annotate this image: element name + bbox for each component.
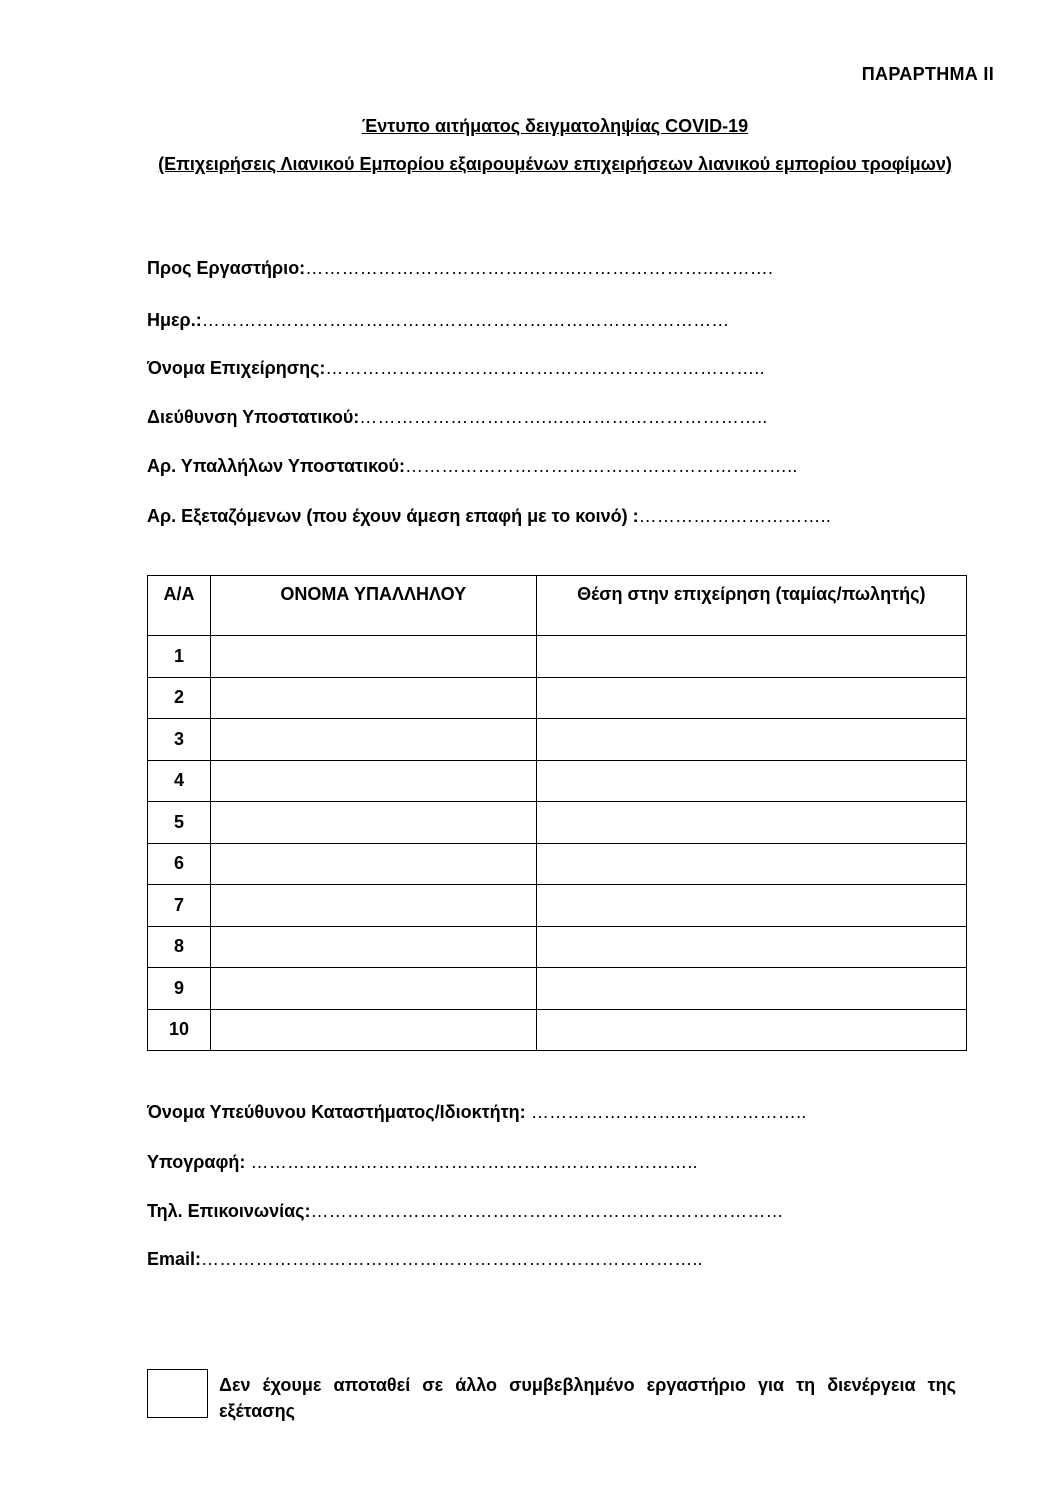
- position-cell[interactable]: [536, 719, 966, 761]
- field-business-name-blank[interactable]: ………………..……………………………………………..: [325, 358, 765, 378]
- field-date-blank[interactable]: ……………………………………………………………………………: [201, 310, 730, 330]
- position-cell[interactable]: [536, 885, 966, 927]
- table-row: [148, 1009, 967, 1051]
- employee-name-cell[interactable]: [210, 677, 536, 719]
- table-row: [148, 968, 967, 1010]
- field-laboratory-blank[interactable]: ……………………………….……..…………………..……….: [305, 258, 774, 278]
- table-row: [148, 885, 967, 927]
- employee-name-cell[interactable]: [210, 802, 536, 844]
- field-premises-address-label: Διεύθυνση Υποστατικού:: [147, 407, 360, 427]
- field-tested-count-blank[interactable]: …………………………..: [638, 506, 832, 526]
- employees-table: [147, 575, 967, 1051]
- employee-name-cell[interactable]: [210, 1009, 536, 1051]
- table-row: [148, 843, 967, 885]
- field-tested-count-label: Αρ. Εξεταζόμενων (που έχουν άμεση επαφή με το κοινό) :: [147, 506, 639, 526]
- field-phone[interactable]: [147, 1201, 967, 1222]
- employee-name-cell[interactable]: [210, 926, 536, 968]
- form-title: Έντυπο αιτήματος δειγματοληψίας COVID-19: [361, 116, 749, 136]
- field-tested-count[interactable]: [147, 506, 967, 527]
- field-business-name-label: Όνομα Επιχείρησης:: [147, 358, 326, 378]
- field-manager-name[interactable]: [147, 1102, 967, 1123]
- header-employee-name: ΟΝΟΜΑ ΥΠΑΛΛΗΛΟΥ: [210, 576, 536, 636]
- row-number: 4: [148, 760, 211, 802]
- table-row: [148, 636, 967, 678]
- row-number: 10: [148, 1009, 211, 1051]
- field-laboratory[interactable]: [147, 258, 967, 279]
- field-date-label: Ημερ.:: [147, 310, 202, 330]
- field-laboratory-label: Προς Εργαστήριο:: [147, 258, 306, 278]
- position-cell[interactable]: [536, 926, 966, 968]
- row-number: 2: [148, 677, 211, 719]
- row-number: 7: [148, 885, 211, 927]
- field-signature[interactable]: [147, 1152, 967, 1173]
- field-premises-address[interactable]: [147, 407, 967, 428]
- header-aa: Α/Α: [148, 576, 211, 636]
- position-cell[interactable]: [536, 677, 966, 719]
- row-number: 5: [148, 802, 211, 844]
- row-number: 9: [148, 968, 211, 1010]
- position-cell[interactable]: [536, 636, 966, 678]
- row-number: 8: [148, 926, 211, 968]
- employee-name-cell[interactable]: [210, 885, 536, 927]
- position-cell[interactable]: [536, 968, 966, 1010]
- table-header-row: [148, 576, 967, 636]
- position-cell[interactable]: [536, 760, 966, 802]
- field-email-label: Email:: [147, 1249, 202, 1269]
- table-row: [148, 802, 967, 844]
- table-row: [148, 677, 967, 719]
- field-employee-count-blank[interactable]: ………………………………………………………..: [405, 456, 798, 476]
- annex-label: ΠΑΡΑΡΤΗΜΑ ΙΙ: [861, 64, 994, 84]
- field-email-blank[interactable]: ………………………………………………………………………..: [201, 1249, 703, 1269]
- table-row: [148, 719, 967, 761]
- employee-name-cell[interactable]: [210, 760, 536, 802]
- field-business-name[interactable]: [147, 358, 967, 379]
- field-date[interactable]: [147, 310, 967, 331]
- field-phone-label: Τηλ. Επικοινωνίας:: [147, 1201, 311, 1221]
- employee-name-cell[interactable]: [210, 636, 536, 678]
- employee-name-cell[interactable]: [210, 968, 536, 1010]
- row-number: 6: [148, 843, 211, 885]
- field-employee-count-label: Αρ. Υπαλλήλων Υποστατικού:: [147, 456, 405, 476]
- declaration-text: Δεν έχουμε αποταθεί σε άλλο συμβεβλημένο εργαστήριο για τη διενέργεια της εξέτασης: [219, 1375, 956, 1421]
- employee-name-cell[interactable]: [210, 719, 536, 761]
- field-manager-name-label: Όνομα Υπεύθυνου Καταστήματος/Ιδιοκτήτη:: [147, 1102, 526, 1122]
- field-phone-blank[interactable]: ……………………………………………………………………: [310, 1201, 784, 1221]
- position-cell[interactable]: [536, 1009, 966, 1051]
- field-manager-name-blank[interactable]: ……………………..………………..: [525, 1102, 807, 1122]
- form-subtitle: (Επιχειρήσεις Λιανικού Εμπορίου εξαιρουμένων επιχειρήσεων λιανικού εμπορίου τροφίμων): [158, 154, 952, 174]
- row-number: 1: [148, 636, 211, 678]
- field-signature-label: Υπογραφή:: [147, 1152, 246, 1172]
- table-row: [148, 926, 967, 968]
- field-employee-count[interactable]: [147, 456, 967, 477]
- field-signature-blank[interactable]: ………………………………………………………………..: [245, 1152, 698, 1172]
- field-email[interactable]: [147, 1249, 967, 1270]
- position-cell[interactable]: [536, 843, 966, 885]
- row-number: 3: [148, 719, 211, 761]
- table-row: [148, 760, 967, 802]
- position-cell[interactable]: [536, 802, 966, 844]
- field-premises-address-blank[interactable]: ………………………….…..…………………………..: [359, 407, 768, 427]
- declaration-checkbox[interactable]: [147, 1369, 208, 1418]
- header-position: Θέση στην επιχείρηση (ταμίας/πωλητής): [536, 576, 966, 636]
- employee-name-cell[interactable]: [210, 843, 536, 885]
